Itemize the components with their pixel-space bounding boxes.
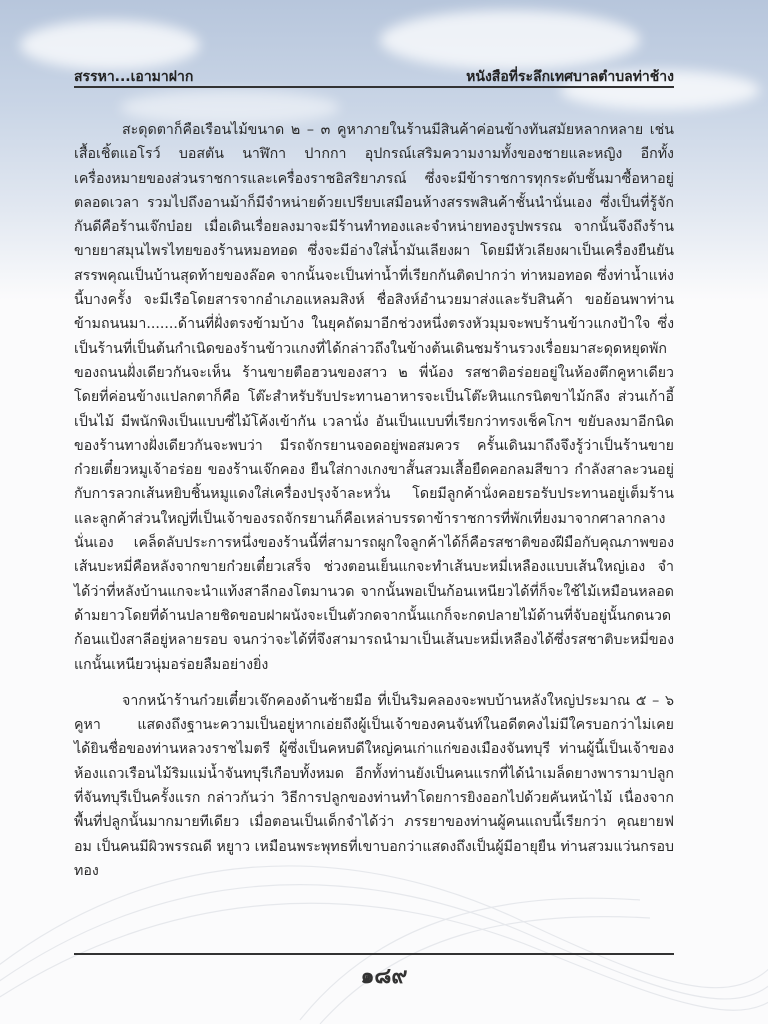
cloud	[380, 10, 640, 70]
body-text	[74, 118, 674, 883]
header-divider	[74, 86, 674, 88]
header-book-title: หนังสือที่ระลึกเทศบาลตำบลท่าช้าง	[466, 69, 674, 85]
cloud	[20, 20, 200, 70]
footer-divider	[74, 953, 674, 955]
page-number: ๑๘๙	[360, 964, 408, 989]
header-section-title: สรรหา...เอามาฝาก	[74, 69, 194, 85]
page-header	[74, 66, 674, 88]
paragraph: จากหน้าร้านก๋วยเตี๋ยวเจ๊กคองด้านซ้ายมือ ที่เป็นริมคลองจะพบบ้านหลังใหญ่ประมาณ ๕ – ๖ คูหา แสดงถึงฐานะความเป็นอยู่หากเอ่ยถึงผู้เป็นเจ้าของคนจันท์ในอดีตคงไม่มีใครบอกว่าไม่เคย ได้ยินชื่อของท่านหลวงราชไมตรี ผู้ซึ่งเป็นคหบดีใหญ่คนเก่าแก่ของเมืองจันทบุรี ท่านผู้นี้เป็นเจ้าของห้องแถวเรือนไม้ริมแม่น้ำจันทบุรีเกือบทั้งหมด อีกทั้งท่านยังเป็นคนแรกที่ได้นำเมล็ดยางพารามาปลูกที่จันทบุรีเป็นครั้งแรก กล่าวกันว่า วิธีการปลูกของท่านทำโดยการยิงออกไปด้วยคันหน้าไม้ เนื่องจากพื้นที่ปลูกนั้นมากมายทีเดียว เมื่อตอนเป็นเด็กจำได้ว่า ภรรยาของท่านผู้คนแถบนี้เรียกว่า คุณยายฟอม เป็นคนมีผิวพรรณดี หยูาว เหมือนพระพุทธที่เขาบอกว่าแสดงถึงเป็นผู้มีอายุยืน ท่านสวมแว่นกรอบทอง	[74, 692, 674, 879]
paragraph: สะดุดตาก็คือเรือนไม้ขนาด ๒ – ๓ คูหาภายในร้านมีสินค้าค่อนข้างทันสมัยหลากหลาย เช่น เสื้อเชิ้ตแอโรว์ บอสตัน นาฬิกา ปากกา อุปกรณ์เสริมความงามทั้งของชายและหญิง อีกทั้งเครื่องหมายของส่วนราชการและเครื่องราชอิสริยาภรณ์ ซึ่งจะมีข้าราชการทุกระดับชั้นมาซื้อหาอยู่ตลอดเวลา รวมไปถึงอานม้าก็มีจำหน่ายด้วยเปรียบเสมือนห้างสรรพสินค้าชั้นนำนั่นเอง ซึ่งเป็นที่รู้จักกันดีคือร้านเจ๊กบ๋อย เมื่อเดินเรื่อยลงมาจะมีร้านทำทองและจำหน่ายทองรูปพรรณ จากนั้นจึงถึงร้านขายยาสมุนไพรไทยของร้านหมอทอด ซึ่งจะมีอ่างใส่น้ำมันเลียงผา โดยมีหัวเลียงผาเป็นเครื่องยืนยันสรรพคุณเป็นบ้านสุดท้ายของล๊อค จากนั้นจะเป็นท่าน้ำที่เรียกกันติดปากว่า ท่าหมอทอด ซึ่งท่าน้ำแห่งนี้บางครั้ง จะมีเรือโดยสารจากอำเภอแหลมสิงห์ ชื่อสิงห์อำนวยมาส่งและรับสินค้า ขอย้อนพาท่านข้ามถนนมา.......ด้านที่ฝั่งตรงข้ามบ้าง ในยุคถัดมาอีกช่วงหนึ่งตรงหัวมุมจะพบร้านข้าวแกงป้าใจ ซึ่งเป็นร้านที่เป็นต้นกำเนิดของร้านข้าวแกงที่ได้กล่าวถึงในข้างต้นเดินชมร้านรวงเรื่อยมาสะดุดหยุดพักของถนนฝั่งเดียวกันจะเห็น ร้านขายตือฮวนของสาว ๒ พี่น้อง รสชาติอร่อยอยู่ในห้องตึกคูหาเดียว โดยที่ค่อนข้างแปลกตาก็คือ โต๊ะสำหรับรับประทานอาหารจะเป็นโต๊ะหินแกรนิตขาไม้กลึง ส่วนเก้าอี้เป็นไม้ มีพนักพิงเป็นแบบซี่ไม้โค้งเข้ากัน เวลานั่ง อันเป็นแบบที่เรียกว่าทรงเช็คโกฯ ขยับลงมาอีกนิดของร้านทางฝั่งเดียวกันจะพบว่า มีรถจักรยานจอดอยู่พอสมควร ครั้นเดินมาถึงจึงรู้ว่าเป็นร้านขายก๋วยเตี๋ยวหมูเจ้าอร่อย ของร้านเจ๊กคอง ยืนใส่กางเกงขาสั้นสวมเสื้อยืดคอกลมสีขาว กำลังสาละวนอยู่กับการลวกเส้นหยิบชิ้นหมูแดงใส่เครื่องปรุงจ้าละหวั่น โดยมีลูกค้านั่งคอยรอรับประทานอยู่เต็มร้านและลูกค้าส่วนใหญ่ที่เป็นเจ้าของรถจักรยานก็คือเหล่าบรรดาข้าราชการที่พักเที่ยงมาจากศาลากลางนั่นเอง เคล็ดลับประการหนึ่งของร้านนี้ที่สามารถผูกใจลูกค้าได้ก็คือรสชาติของฝีมือกับคุณภาพของเส้นบะหมี่คือหลังจากขายก๋วยเตี๋ยวเสร็จ ช่วงตอนเย็นแกจะทำเส้นบะหมี่เหลืองแบบเส้นใหญ่เอง จำได้ว่าที่หลังบ้านแกจะนำแท้งสาลีกองโตมานวด จากนั้นพอเป็นก้อนเหนียวได้ที่ก็จะใช้ไม้เหมือนหลอดด้ามยาวโดยที่ด้านปลายชิดขอบฝาผนังจะเป็นตัวกดจากนั้นแกก็จะกดปลายไม้ด้านที่จับอยู่นั้นกดนวดก้อนแป้งสาลีอยู่หลายรอบ จนกว่าจะได้ที่จึงสามารถนำมาเป็นเส้นบะหมี่เหลืองได้ซึ่งรสชาติบะหมี่ของแกนั้นเหนียวนุ่มอร่อยลืมอย่างยิ่ง	[74, 122, 674, 673]
